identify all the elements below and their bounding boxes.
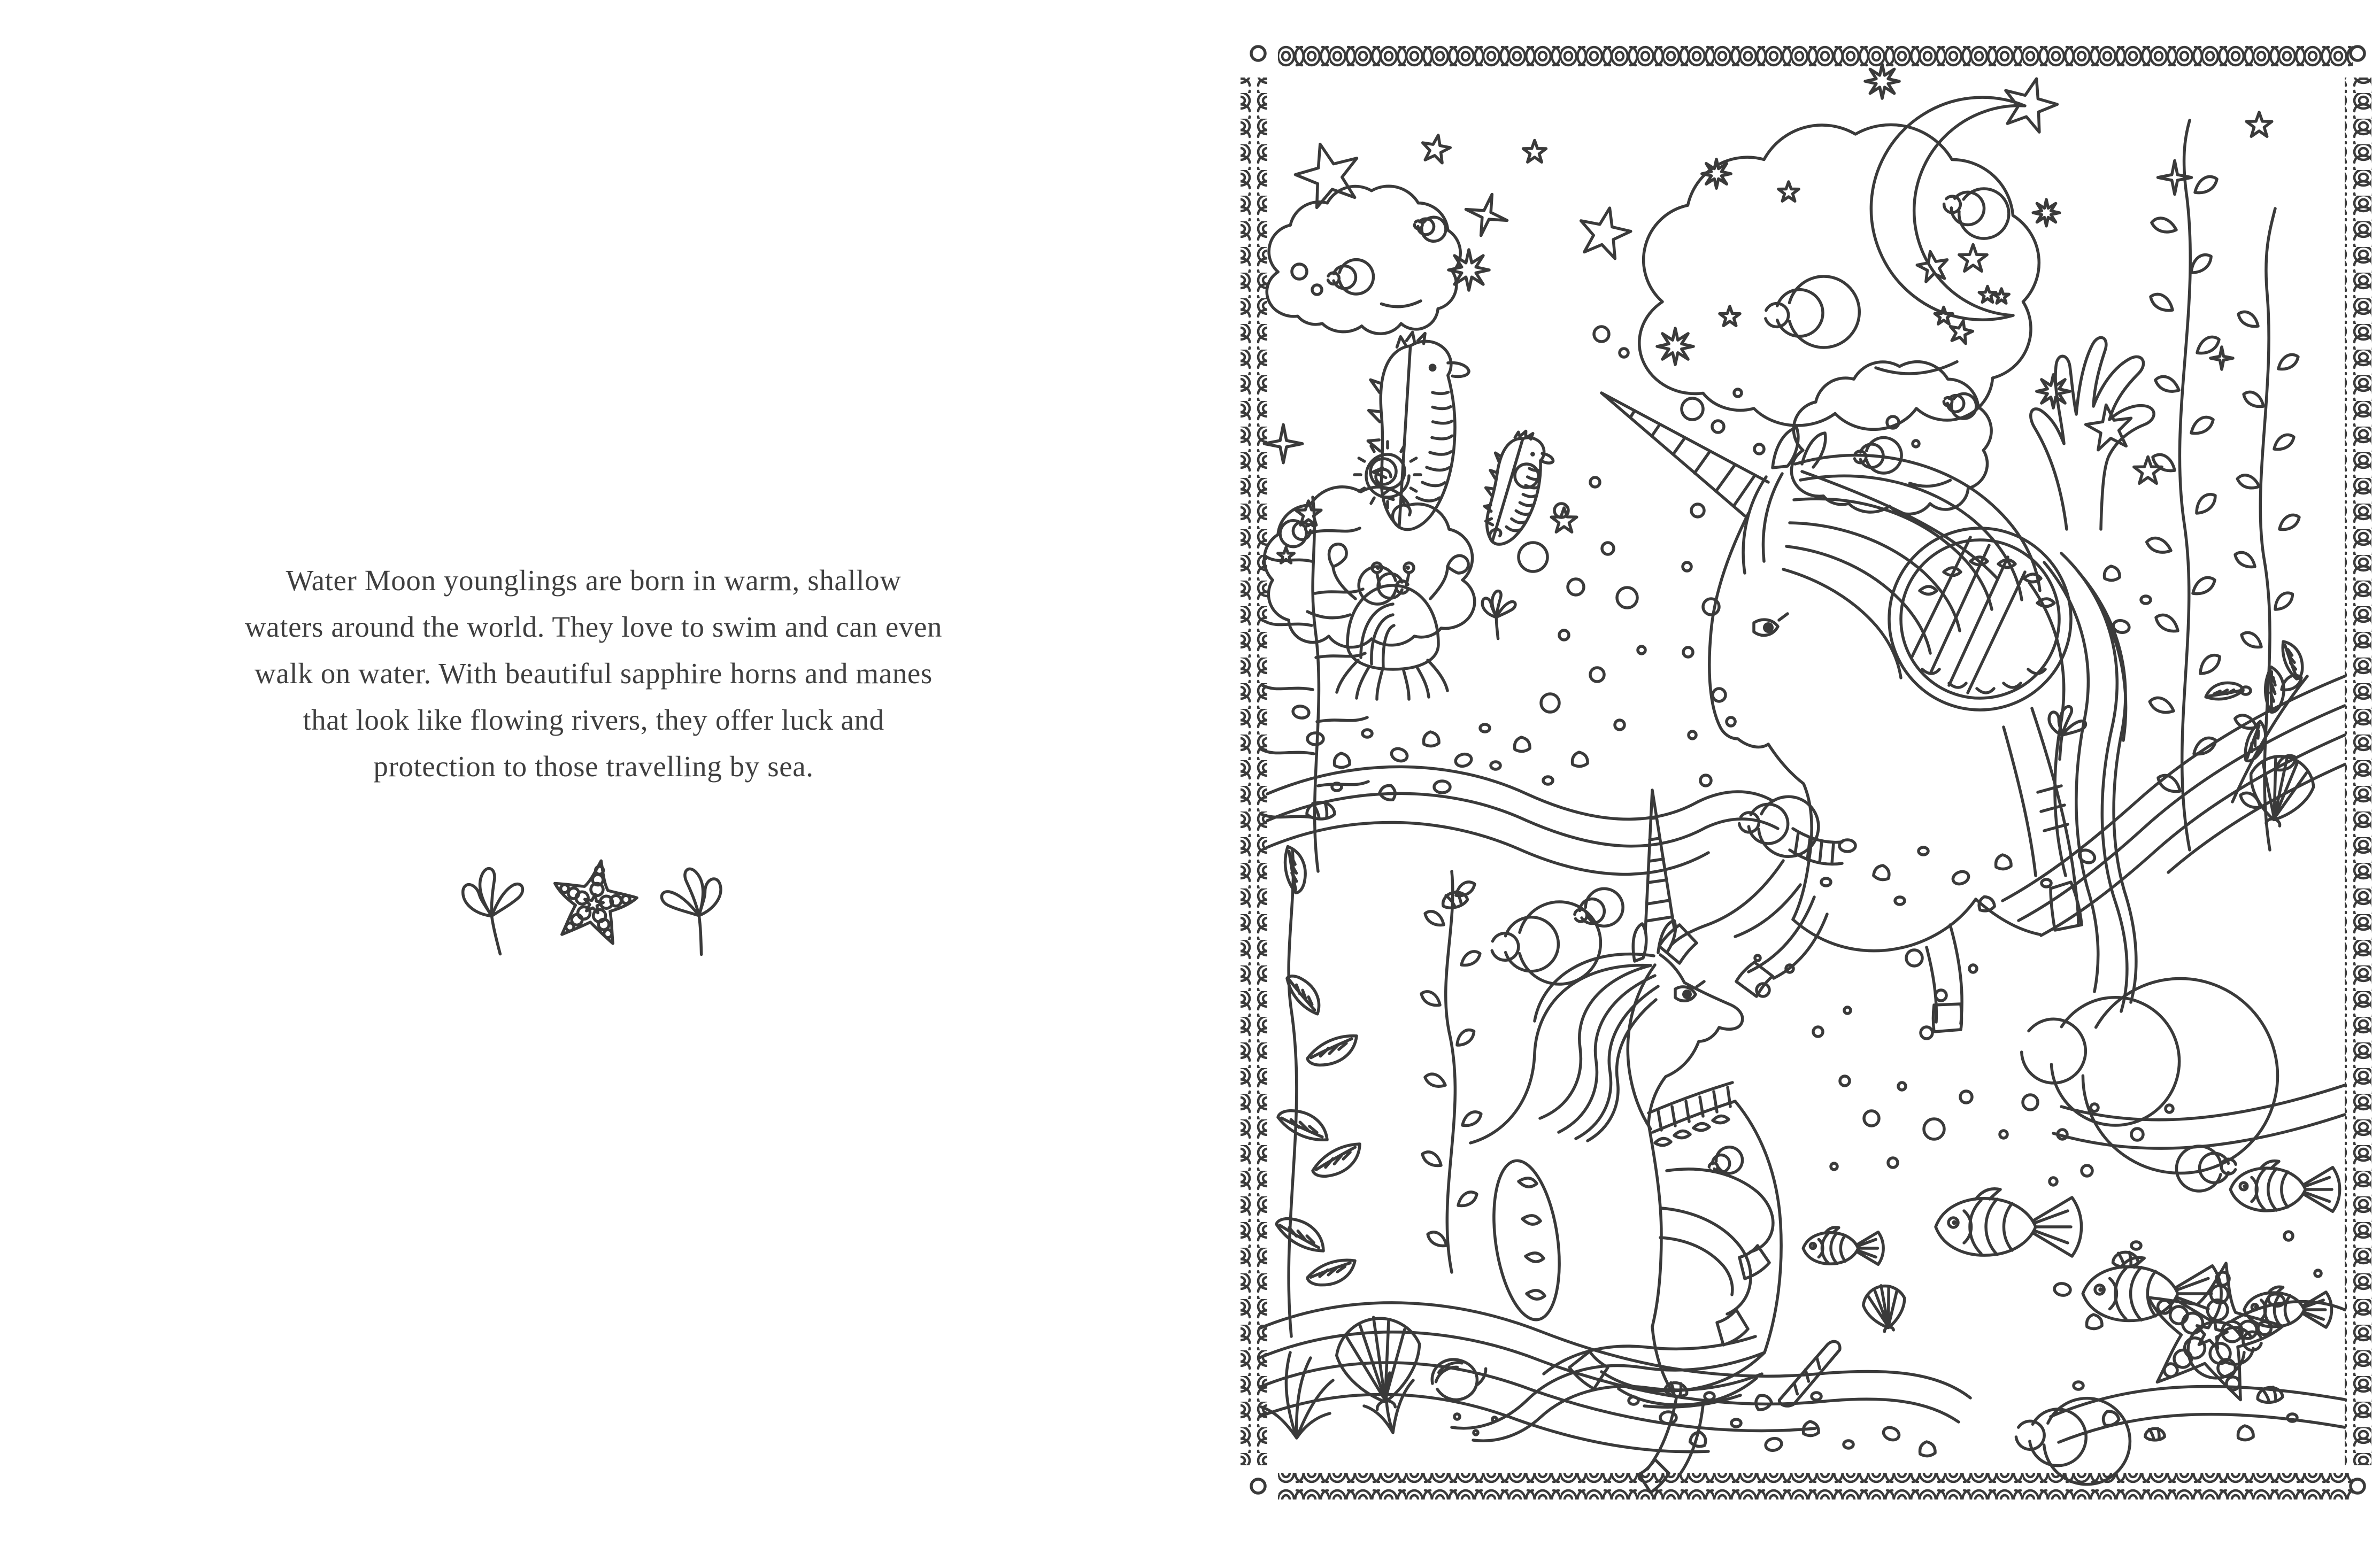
story-line: protection to those travelling by sea.: [373, 750, 814, 783]
story-line: Water Moon younglings are born in warm, shallow: [286, 564, 902, 597]
seaweed-group: [1260, 120, 2310, 1438]
story-line: that look like flowing rivers, they offer luck and: [303, 704, 884, 736]
right-page: [1190, 0, 2380, 1546]
swirl-cloud: [1639, 125, 2039, 429]
striped-fish: [2244, 1287, 2332, 1327]
story-text: [155, 557, 1032, 790]
stars-group: [1264, 64, 2271, 563]
coloring-illustration: [1227, 16, 2377, 1529]
unicorn-tail: [1452, 1336, 1765, 1441]
seahorse-small: [1478, 427, 1557, 550]
striped-fish: [1936, 1189, 2082, 1256]
swirl-cloud: [1791, 362, 1991, 514]
unicorn-mane: [1470, 954, 1658, 1143]
chest-band: [1790, 829, 1842, 864]
rearing-unicorn: [1452, 790, 1781, 1493]
spiral-shell: [1354, 442, 1421, 508]
starfish-icon: [546, 854, 642, 946]
neck-collar: [1649, 1083, 1735, 1146]
striped-fish: [2083, 1257, 2221, 1321]
unicorn-head: [1660, 955, 1743, 1029]
decorated-patch: [1485, 1156, 1569, 1324]
border-corner-dot: [1251, 47, 1265, 60]
story-line: waters around the world. They love to swim and can even: [244, 610, 943, 643]
coral-sprig-icon: [460, 864, 531, 958]
crab: [1329, 544, 1469, 699]
conch-shell: [1429, 1354, 1490, 1404]
border-corner-dot: [1251, 1479, 1265, 1493]
seahorse-pair: [1354, 328, 1557, 550]
striped-fish: [1803, 1227, 1883, 1264]
coral-sprig-icon: [658, 865, 729, 959]
unicorn-tail: [2029, 553, 2136, 1011]
striped-fish: [2230, 1161, 2339, 1212]
page-ornament: [433, 832, 754, 976]
swirl-cloud: [1267, 186, 1460, 334]
seahorse-large: [1359, 328, 1482, 532]
unicorn-legs: [1659, 708, 2082, 1032]
scallop-shell: [1860, 1282, 1909, 1334]
pebbles: [1292, 566, 2297, 1456]
story-line: walk on water. With beautiful sapphire horns and manes: [255, 657, 933, 690]
